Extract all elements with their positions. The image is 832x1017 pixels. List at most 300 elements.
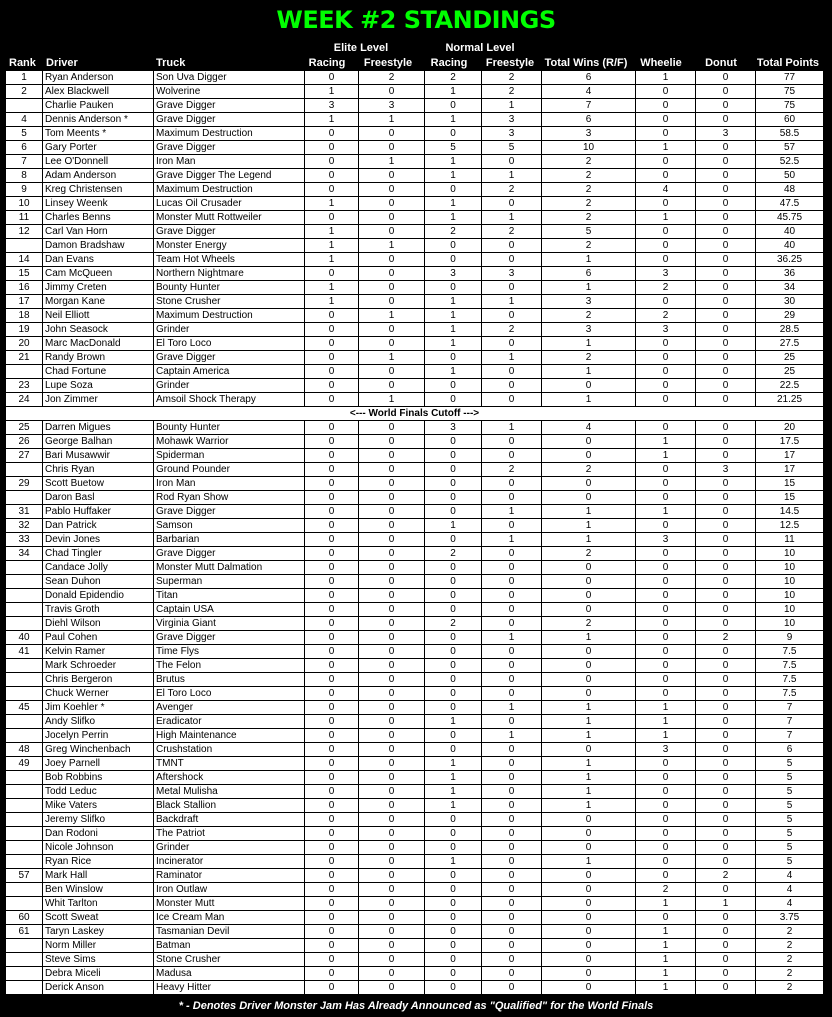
column-header-rank: Rank <box>9 57 36 69</box>
cell-driver: Tom Meents * <box>43 127 154 141</box>
cell-normal-freestyle: 0 <box>482 197 542 211</box>
cell-normal-freestyle: 1 <box>482 533 542 547</box>
cell-total-points: 7 <box>756 701 824 715</box>
cell-rank <box>6 673 43 687</box>
cell-total-points: 9 <box>756 631 824 645</box>
cell-driver: Jim Koehler * <box>43 701 154 715</box>
cell-normal-freestyle: 2 <box>482 463 542 477</box>
cell-donut: 0 <box>696 645 756 659</box>
cell-total-points: 25 <box>756 351 824 365</box>
cell-normal-racing: 0 <box>425 533 482 547</box>
cell-elite-racing: 0 <box>305 519 359 533</box>
cell-elite-freestyle: 0 <box>359 295 425 309</box>
cell-driver: Daron Basl <box>43 491 154 505</box>
cell-driver: Pablo Huffaker <box>43 505 154 519</box>
table-row <box>6 449 824 463</box>
cell-wheelie: 0 <box>636 253 696 267</box>
cell-normal-racing: 1 <box>425 785 482 799</box>
cell-rank <box>6 897 43 911</box>
cell-truck: Eradicator <box>154 715 305 729</box>
cell-donut: 0 <box>696 295 756 309</box>
cell-normal-racing: 0 <box>425 379 482 393</box>
cell-total-wins: 1 <box>542 855 636 869</box>
cell-total-wins: 2 <box>542 155 636 169</box>
cell-donut: 0 <box>696 813 756 827</box>
cell-elite-racing: 0 <box>305 365 359 379</box>
world-finals-cutoff-label: <--- World Finals Cutoff ---> <box>6 407 824 421</box>
cell-normal-racing: 0 <box>425 939 482 953</box>
cell-total-wins: 6 <box>542 71 636 85</box>
cell-driver: Chris Bergeron <box>43 673 154 687</box>
table-row <box>6 113 824 127</box>
table-row <box>6 967 824 981</box>
cell-normal-freestyle: 0 <box>482 519 542 533</box>
cell-wheelie: 0 <box>636 617 696 631</box>
cell-elite-freestyle: 0 <box>359 799 425 813</box>
cell-total-wins: 1 <box>542 771 636 785</box>
elite-level-header: Elite Level <box>333 42 389 54</box>
cell-donut: 0 <box>696 337 756 351</box>
table-row <box>6 939 824 953</box>
cell-driver: Gary Porter <box>43 141 154 155</box>
cell-donut: 0 <box>696 617 756 631</box>
cell-elite-freestyle: 0 <box>359 645 425 659</box>
table-row <box>6 533 824 547</box>
cell-wheelie: 0 <box>636 575 696 589</box>
cell-driver: Sean Duhon <box>43 575 154 589</box>
cell-total-wins: 4 <box>542 421 636 435</box>
cell-driver: Neil Elliott <box>43 309 154 323</box>
cell-wheelie: 2 <box>636 883 696 897</box>
table-row <box>6 659 824 673</box>
cell-rank: 49 <box>6 757 43 771</box>
cell-driver: Jon Zimmer <box>43 393 154 407</box>
cell-wheelie: 1 <box>636 925 696 939</box>
cell-truck: Crushstation <box>154 743 305 757</box>
cell-truck: Grinder <box>154 323 305 337</box>
cell-normal-freestyle: 0 <box>482 855 542 869</box>
cell-wheelie: 0 <box>636 645 696 659</box>
cell-driver: Carl Van Horn <box>43 225 154 239</box>
table-row <box>6 211 824 225</box>
cell-rank <box>6 953 43 967</box>
cell-elite-freestyle: 0 <box>359 547 425 561</box>
cell-elite-freestyle: 1 <box>359 309 425 323</box>
cell-donut: 0 <box>696 855 756 869</box>
cell-elite-racing: 0 <box>305 981 359 995</box>
cell-wheelie: 0 <box>636 113 696 127</box>
table-row <box>6 855 824 869</box>
cell-total-points: 7 <box>756 729 824 743</box>
cell-normal-freestyle: 2 <box>482 85 542 99</box>
cell-elite-freestyle: 0 <box>359 967 425 981</box>
cell-elite-freestyle: 0 <box>359 141 425 155</box>
table-row <box>6 85 824 99</box>
cell-wheelie: 0 <box>636 239 696 253</box>
cell-wheelie: 1 <box>636 435 696 449</box>
cell-total-points: 7.5 <box>756 687 824 701</box>
cell-driver: Randy Brown <box>43 351 154 365</box>
cell-normal-freestyle: 2 <box>482 71 542 85</box>
cell-elite-freestyle: 0 <box>359 379 425 393</box>
table-row <box>6 491 824 505</box>
cell-elite-racing: 0 <box>305 743 359 757</box>
table-row <box>6 295 824 309</box>
cell-total-wins: 1 <box>542 701 636 715</box>
cell-rank <box>6 617 43 631</box>
cell-wheelie: 0 <box>636 841 696 855</box>
cell-rank: 48 <box>6 743 43 757</box>
cell-driver: Damon Bradshaw <box>43 239 154 253</box>
table-row <box>6 169 824 183</box>
cell-normal-freestyle: 3 <box>482 127 542 141</box>
cell-normal-racing: 0 <box>425 449 482 463</box>
cell-rank: 41 <box>6 645 43 659</box>
cell-normal-freestyle: 0 <box>482 575 542 589</box>
cell-normal-freestyle: 1 <box>482 295 542 309</box>
cell-rank: 23 <box>6 379 43 393</box>
cell-total-points: 21.25 <box>756 393 824 407</box>
cell-total-wins: 0 <box>542 379 636 393</box>
cell-driver: Donald Epidendio <box>43 589 154 603</box>
cell-driver: Morgan Kane <box>43 295 154 309</box>
cell-truck: Incinerator <box>154 855 305 869</box>
cell-driver: Whit Tarlton <box>43 897 154 911</box>
cell-truck: Grave Digger <box>154 631 305 645</box>
cell-elite-racing: 0 <box>305 463 359 477</box>
cell-total-points: 2 <box>756 925 824 939</box>
cell-total-points: 57 <box>756 141 824 155</box>
cell-truck: Amsoil Shock Therapy <box>154 393 305 407</box>
cell-wheelie: 0 <box>636 869 696 883</box>
table-row <box>6 757 824 771</box>
cell-driver: Bari Musawwir <box>43 449 154 463</box>
cell-donut: 0 <box>696 113 756 127</box>
cell-total-wins: 0 <box>542 813 636 827</box>
cell-normal-freestyle: 1 <box>482 729 542 743</box>
cell-total-points: 4 <box>756 883 824 897</box>
cell-rank: 8 <box>6 169 43 183</box>
cell-wheelie: 0 <box>636 127 696 141</box>
cell-normal-racing: 0 <box>425 743 482 757</box>
cell-donut: 0 <box>696 519 756 533</box>
cell-donut: 0 <box>696 477 756 491</box>
table-row <box>6 155 824 169</box>
cell-total-wins: 0 <box>542 883 636 897</box>
cell-elite-freestyle: 0 <box>359 169 425 183</box>
cell-elite-racing: 0 <box>305 953 359 967</box>
cell-donut: 0 <box>696 85 756 99</box>
cell-normal-freestyle: 1 <box>482 99 542 113</box>
table-row <box>6 463 824 477</box>
cell-normal-freestyle: 0 <box>482 449 542 463</box>
cell-driver: Dan Rodoni <box>43 827 154 841</box>
cell-rank: 16 <box>6 281 43 295</box>
cell-total-wins: 0 <box>542 967 636 981</box>
cell-normal-racing: 2 <box>425 71 482 85</box>
cell-rank: 45 <box>6 701 43 715</box>
cell-normal-racing: 1 <box>425 211 482 225</box>
cell-rank <box>6 883 43 897</box>
cell-driver: Mark Hall <box>43 869 154 883</box>
cell-elite-racing: 0 <box>305 547 359 561</box>
cell-elite-freestyle: 0 <box>359 869 425 883</box>
cell-normal-racing: 0 <box>425 827 482 841</box>
cell-normal-freestyle: 0 <box>482 673 542 687</box>
cell-elite-racing: 0 <box>305 841 359 855</box>
cell-total-points: 5 <box>756 799 824 813</box>
cell-driver: Norm Miller <box>43 939 154 953</box>
table-row <box>6 771 824 785</box>
cell-total-points: 2 <box>756 939 824 953</box>
cell-rank <box>6 491 43 505</box>
column-header-wheelie: Wheelie <box>640 57 682 69</box>
cell-normal-freestyle: 0 <box>482 309 542 323</box>
cell-normal-freestyle: 0 <box>482 897 542 911</box>
cell-total-points: 15 <box>756 477 824 491</box>
cell-rank <box>6 841 43 855</box>
cell-total-points: 45.75 <box>756 211 824 225</box>
cell-elite-racing: 0 <box>305 617 359 631</box>
cell-total-points: 7 <box>756 715 824 729</box>
cell-normal-freestyle: 0 <box>482 253 542 267</box>
cell-donut: 0 <box>696 883 756 897</box>
cell-driver: Mike Vaters <box>43 799 154 813</box>
cell-elite-racing: 0 <box>305 785 359 799</box>
table-row <box>6 729 824 743</box>
cell-rank <box>6 687 43 701</box>
cell-total-wins: 2 <box>542 239 636 253</box>
cell-rank <box>6 799 43 813</box>
cell-elite-freestyle: 0 <box>359 981 425 995</box>
cell-elite-freestyle: 1 <box>359 113 425 127</box>
cell-donut: 3 <box>696 463 756 477</box>
cell-normal-racing: 1 <box>425 799 482 813</box>
cell-donut: 2 <box>696 631 756 645</box>
cell-donut: 0 <box>696 351 756 365</box>
column-header-normal-freestyle: Freestyle <box>485 57 535 69</box>
cell-elite-racing: 0 <box>305 771 359 785</box>
cell-wheelie: 1 <box>636 981 696 995</box>
cell-donut: 0 <box>696 435 756 449</box>
cell-total-points: 5 <box>756 841 824 855</box>
cell-total-points: 17.5 <box>756 435 824 449</box>
cell-driver: Kreg Christensen <box>43 183 154 197</box>
cell-total-points: 28.5 <box>756 323 824 337</box>
cell-rank: 29 <box>6 477 43 491</box>
cell-total-points: 17 <box>756 463 824 477</box>
cell-total-wins: 1 <box>542 393 636 407</box>
cell-wheelie: 0 <box>636 197 696 211</box>
cell-elite-freestyle: 0 <box>359 337 425 351</box>
cell-normal-freestyle: 0 <box>482 435 542 449</box>
cell-normal-racing: 0 <box>425 967 482 981</box>
cell-rank: 10 <box>6 197 43 211</box>
cell-elite-freestyle: 0 <box>359 267 425 281</box>
cell-elite-racing: 0 <box>305 925 359 939</box>
cell-donut: 0 <box>696 953 756 967</box>
cell-elite-racing: 0 <box>305 491 359 505</box>
cell-elite-freestyle: 0 <box>359 659 425 673</box>
cell-donut: 0 <box>696 169 756 183</box>
cell-rank <box>6 715 43 729</box>
cell-truck: Maximum Destruction <box>154 127 305 141</box>
cell-truck: Grave Digger <box>154 99 305 113</box>
cell-truck: Black Stallion <box>154 799 305 813</box>
cell-donut: 0 <box>696 71 756 85</box>
cell-rank <box>6 99 43 113</box>
cell-total-points: 12.5 <box>756 519 824 533</box>
cell-donut: 0 <box>696 799 756 813</box>
cell-donut: 0 <box>696 211 756 225</box>
cell-rank: 57 <box>6 869 43 883</box>
cell-normal-racing: 5 <box>425 141 482 155</box>
cell-total-wins: 1 <box>542 757 636 771</box>
table-row <box>6 253 824 267</box>
cell-driver: Travis Groth <box>43 603 154 617</box>
cell-normal-racing: 1 <box>425 309 482 323</box>
table-row <box>6 351 824 365</box>
cell-rank: 12 <box>6 225 43 239</box>
cell-donut: 0 <box>696 785 756 799</box>
cell-normal-racing: 2 <box>425 617 482 631</box>
cell-rank: 5 <box>6 127 43 141</box>
cell-total-wins: 0 <box>542 645 636 659</box>
cell-elite-freestyle: 0 <box>359 127 425 141</box>
cell-normal-freestyle: 1 <box>482 701 542 715</box>
cell-wheelie: 0 <box>636 785 696 799</box>
cell-total-points: 5 <box>756 757 824 771</box>
cell-total-points: 2 <box>756 981 824 995</box>
cell-total-points: 36 <box>756 267 824 281</box>
cell-elite-racing: 0 <box>305 267 359 281</box>
cell-wheelie: 1 <box>636 449 696 463</box>
cell-truck: Bounty Hunter <box>154 421 305 435</box>
cell-normal-freestyle: 0 <box>482 799 542 813</box>
cell-total-wins: 2 <box>542 309 636 323</box>
cell-total-points: 75 <box>756 99 824 113</box>
cell-normal-freestyle: 2 <box>482 323 542 337</box>
table-row <box>6 953 824 967</box>
cell-driver: Lee O'Donnell <box>43 155 154 169</box>
cell-normal-racing: 0 <box>425 729 482 743</box>
table-row <box>6 141 824 155</box>
cell-total-points: 50 <box>756 169 824 183</box>
cell-normal-freestyle: 0 <box>482 589 542 603</box>
cell-driver: Cam McQueen <box>43 267 154 281</box>
cell-normal-freestyle: 0 <box>482 967 542 981</box>
table-row <box>6 897 824 911</box>
cell-wheelie: 0 <box>636 379 696 393</box>
cell-rank: 17 <box>6 295 43 309</box>
table-row <box>6 337 824 351</box>
cell-total-points: 40 <box>756 225 824 239</box>
cell-rank: 21 <box>6 351 43 365</box>
cell-donut: 0 <box>696 533 756 547</box>
cell-total-wins: 0 <box>542 477 636 491</box>
cell-normal-racing: 1 <box>425 113 482 127</box>
table-row <box>6 379 824 393</box>
cell-elite-racing: 0 <box>305 379 359 393</box>
cell-elite-freestyle: 0 <box>359 771 425 785</box>
cell-normal-freestyle: 0 <box>482 785 542 799</box>
cell-rank: 60 <box>6 911 43 925</box>
cell-total-points: 20 <box>756 421 824 435</box>
cell-total-wins: 3 <box>542 323 636 337</box>
cell-driver: Kelvin Ramer <box>43 645 154 659</box>
cell-normal-racing: 3 <box>425 421 482 435</box>
cell-donut: 0 <box>696 267 756 281</box>
cell-rank: 20 <box>6 337 43 351</box>
cell-elite-racing: 0 <box>305 435 359 449</box>
cutoff-row <box>6 407 824 421</box>
cell-total-points: 10 <box>756 575 824 589</box>
cell-elite-freestyle: 0 <box>359 883 425 897</box>
cell-truck: TMNT <box>154 757 305 771</box>
cell-elite-racing: 0 <box>305 309 359 323</box>
cell-driver: Adam Anderson <box>43 169 154 183</box>
cell-donut: 0 <box>696 561 756 575</box>
cell-elite-racing: 0 <box>305 603 359 617</box>
cell-wheelie: 3 <box>636 323 696 337</box>
table-row <box>6 575 824 589</box>
table-row <box>6 799 824 813</box>
cell-wheelie: 1 <box>636 715 696 729</box>
cell-rank <box>6 813 43 827</box>
cell-normal-freestyle: 0 <box>482 491 542 505</box>
table-row <box>6 547 824 561</box>
cell-truck: Batman <box>154 939 305 953</box>
cell-truck: Titan <box>154 589 305 603</box>
cell-total-wins: 7 <box>542 99 636 113</box>
cell-donut: 0 <box>696 239 756 253</box>
cell-normal-racing: 0 <box>425 645 482 659</box>
cell-rank: 18 <box>6 309 43 323</box>
cell-driver: Bob Robbins <box>43 771 154 785</box>
cell-total-wins: 2 <box>542 211 636 225</box>
table-row <box>6 673 824 687</box>
table-row <box>6 869 824 883</box>
cell-elite-freestyle: 0 <box>359 897 425 911</box>
cell-rank: 24 <box>6 393 43 407</box>
cell-normal-freestyle: 0 <box>482 547 542 561</box>
cell-elite-freestyle: 0 <box>359 827 425 841</box>
column-header-donut: Donut <box>705 57 737 69</box>
cell-normal-racing: 2 <box>425 225 482 239</box>
cell-total-wins: 0 <box>542 827 636 841</box>
table-row <box>6 99 824 113</box>
cell-donut: 0 <box>696 421 756 435</box>
cell-donut: 0 <box>696 225 756 239</box>
cell-donut: 0 <box>696 925 756 939</box>
cell-total-points: 15 <box>756 491 824 505</box>
cell-total-wins: 0 <box>542 981 636 995</box>
cell-normal-racing: 0 <box>425 183 482 197</box>
cell-wheelie: 0 <box>636 365 696 379</box>
cell-elite-freestyle: 0 <box>359 841 425 855</box>
cell-elite-freestyle: 0 <box>359 491 425 505</box>
cell-normal-freestyle: 1 <box>482 505 542 519</box>
cell-total-wins: 0 <box>542 841 636 855</box>
cell-donut: 0 <box>696 589 756 603</box>
cell-total-points: 10 <box>756 561 824 575</box>
cell-normal-racing: 0 <box>425 463 482 477</box>
cell-normal-racing: 0 <box>425 673 482 687</box>
cell-truck: Son Uva Digger <box>154 71 305 85</box>
cell-total-wins: 1 <box>542 365 636 379</box>
cell-driver: Ben Winslow <box>43 883 154 897</box>
cell-total-points: 5 <box>756 771 824 785</box>
